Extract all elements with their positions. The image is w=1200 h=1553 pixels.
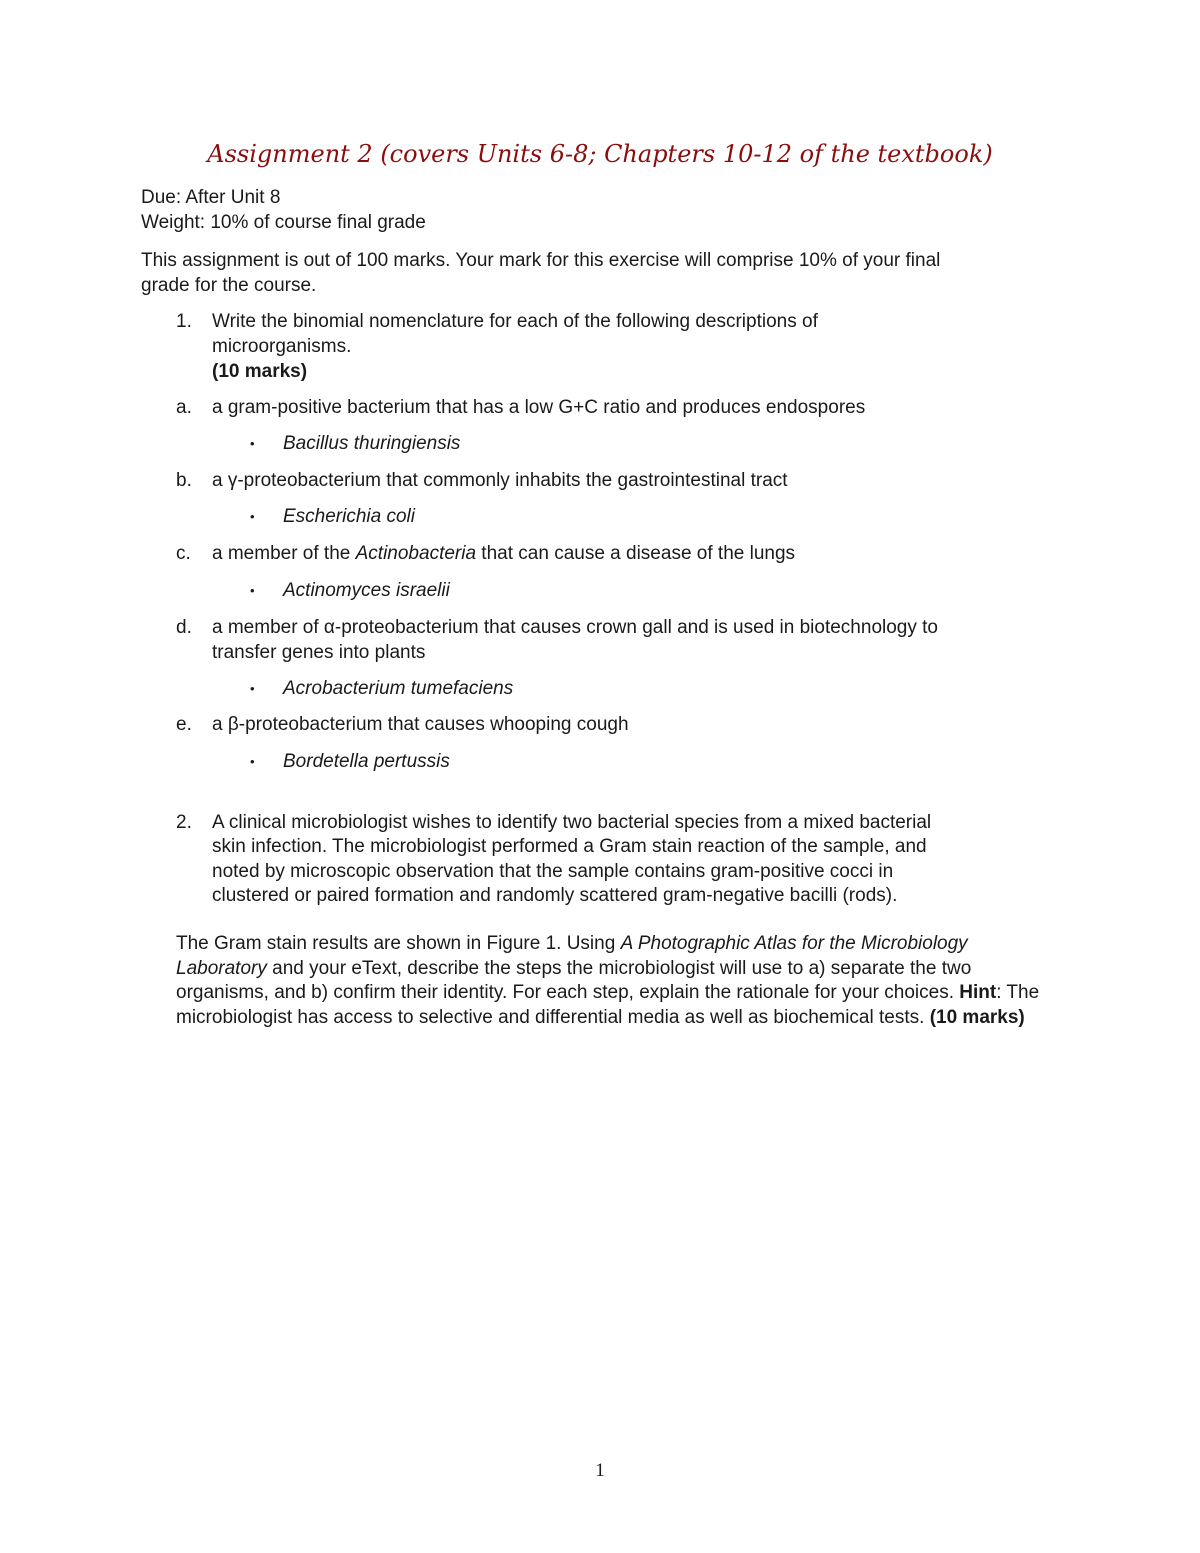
weight-line: Weight: 10% of course final grade	[141, 212, 426, 233]
q1c-text	[212, 541, 795, 566]
q2-line-1: A clinical microbiologist wishes to identify two bacterial species from a mixed bacterial	[212, 812, 932, 833]
q1c-text-italic: Actinobacteria	[355, 543, 477, 564]
bullet-icon: •	[250, 509, 255, 524]
intro-line-1: This assignment is out of 100 marks. Your mark for this exercise will comprise 10% of your final	[141, 250, 941, 271]
q2-para-p3: : The microbiologist has access to selective and differential media as well as biochemical tests.	[176, 982, 1040, 1028]
q1d-answer: Acrobacterium tumefaciens	[283, 678, 514, 699]
q1d-letter: d.	[176, 617, 192, 638]
q1d-text-line2: transfer genes into plants	[212, 642, 426, 663]
q1b-text: a γ-proteobacterium that commonly inhabits the gastrointestinal tract	[212, 470, 788, 491]
q1-number: 1.	[176, 311, 192, 332]
q1-marks: (10 marks)	[212, 361, 308, 382]
q2-line-4: clustered or paired formation and randomly scattered gram-negative bacilli (rods).	[212, 885, 898, 906]
due-line: Due: After Unit 8	[141, 187, 281, 208]
bullet-icon: •	[250, 436, 255, 451]
q1b-answer: Escherichia coli	[283, 506, 415, 527]
q1-line-1: Write the binomial nomenclature for each of the following descriptions of	[212, 311, 818, 332]
q1e-answer: Bordetella pertussis	[283, 751, 450, 772]
q1c-text-before: a member of the	[212, 543, 356, 564]
q2-para-marks: (10 marks)	[929, 1006, 1025, 1028]
q1c-answer: Actinomyces israelii	[283, 580, 450, 601]
q2-line-2: skin infection. The microbiologist performed a Gram stain reaction of the sample, and	[212, 836, 927, 857]
q2-para-p1: The Gram stain results are shown in Figure 1. Using	[176, 933, 621, 954]
q2-para-book: A Photographic Atlas for the Microbiology Laboratory	[176, 933, 968, 979]
q1-line-2: microorganisms.	[212, 336, 352, 357]
q2-number: 2.	[176, 812, 192, 833]
q2-para-hint: Hint	[959, 982, 997, 1003]
intro-line-2: grade for the course.	[141, 275, 317, 296]
q1c-text-after: that can cause a disease of the lungs	[476, 543, 796, 564]
q1e-letter: e.	[176, 714, 192, 735]
q1a-answer: Bacillus thuringiensis	[283, 433, 461, 454]
q2-para-p2: and your eText, describe the steps the microbiologist will use to a) separate the two organisms, and b) confirm their identity. For each step, explain the rationale for your choices.	[176, 957, 972, 1003]
assignment-title: Assignment 2 (covers Units 6-8; Chapters 10-12 of the textbook)	[207, 140, 993, 168]
page-number: 1	[595, 1460, 605, 1481]
q1a-letter: a.	[176, 397, 192, 418]
q2-line-3: noted by microscopic observation that the sample contains gram-positive cocci in	[212, 861, 894, 882]
q1b-letter: b.	[176, 470, 192, 491]
q2-paragraph	[176, 932, 1061, 1030]
q1a-text: a gram-positive bacterium that has a low G+C ratio and produces endospores	[212, 397, 866, 418]
bullet-icon: •	[250, 754, 255, 769]
bullet-icon: •	[250, 583, 255, 598]
bullet-icon: •	[250, 681, 255, 696]
q1d-text: a member of α-proteobacterium that causes crown gall and is used in biotechnology to	[212, 617, 938, 638]
q1e-text: a β-proteobacterium that causes whooping cough	[212, 714, 629, 735]
q1c-letter: c.	[176, 543, 191, 564]
